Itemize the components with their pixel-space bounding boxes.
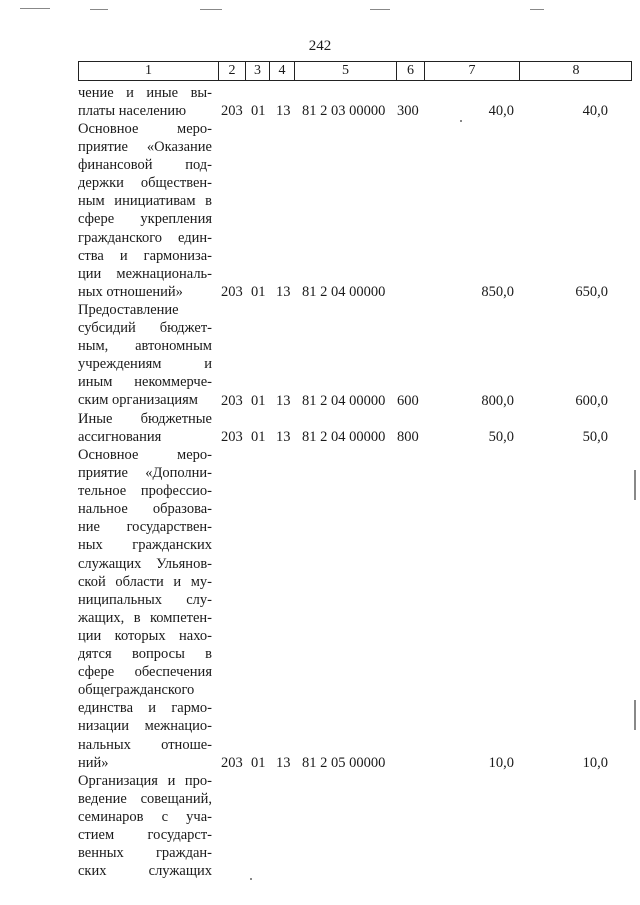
cell-col-5: 81 2 04 00000 <box>302 429 386 445</box>
header-col-6: 6 <box>407 63 414 78</box>
text-line: Организация и про- <box>78 773 212 789</box>
text-line: учреждениям и <box>78 356 212 373</box>
cell-col-2: 203 <box>221 393 243 409</box>
text-line: ведение совещаний, <box>78 791 212 808</box>
cell-col-8: 10,0 <box>582 755 608 771</box>
cell-col-7: 10,0 <box>488 755 514 771</box>
cell-col-8: 600,0 <box>575 393 608 409</box>
text-line: приятие «Дополни- <box>78 465 212 482</box>
cell-col-6: 300 <box>397 103 419 119</box>
scan-artifact <box>460 120 462 122</box>
cell-col-2: 203 <box>221 429 243 445</box>
text-line: жащих, в компетен- <box>78 609 212 626</box>
text-line: ассигнования <box>78 429 162 446</box>
row-description <box>78 84 212 120</box>
text-line: ских служащих <box>78 863 212 880</box>
header-col-7: 7 <box>468 63 476 78</box>
text-line: Предоставление <box>78 302 179 318</box>
cell-col-7: 850,0 <box>481 284 514 300</box>
text-line: венных граждан- <box>78 845 212 862</box>
scan-artifact <box>370 9 390 10</box>
cell-col-4: 13 <box>276 429 291 445</box>
text-line: иным некоммерче- <box>78 374 212 391</box>
row-description <box>78 446 212 772</box>
cell-col-4: 13 <box>276 284 291 300</box>
header-col-3: 3 <box>254 63 261 78</box>
cell-col-8: 650,0 <box>575 284 608 300</box>
cell-col-4: 13 <box>276 393 291 409</box>
cell-col-8: 50,0 <box>582 429 608 445</box>
cell-col-5: 81 2 04 00000 <box>302 284 386 300</box>
cell-col-3: 01 <box>251 393 266 409</box>
cell-col-4: 13 <box>276 755 291 771</box>
text-line: ской области и му- <box>78 573 212 590</box>
table-header-row <box>78 61 632 81</box>
cell-col-5: 81 2 05 00000 <box>302 755 386 771</box>
text-line: финансовой под- <box>78 157 212 174</box>
text-line: ным инициативам в <box>78 193 212 210</box>
text-line: Иные бюджетные <box>78 411 212 427</box>
scan-artifact <box>20 8 50 9</box>
text-line: семинаров с уча- <box>78 809 212 826</box>
text-line: ниципальных слу- <box>78 591 212 608</box>
text-line: нальных отноше- <box>78 736 212 753</box>
cell-col-3: 01 <box>251 429 266 445</box>
text-line: гражданского един- <box>78 229 212 246</box>
text-line: ных гражданских <box>78 537 212 554</box>
scan-artifact <box>634 470 636 500</box>
header-col-4: 4 <box>278 63 286 78</box>
text-line: платы населению <box>78 103 187 120</box>
text-line: ции которых нахо- <box>78 627 212 644</box>
cell-col-5: 81 2 03 00000 <box>302 103 386 119</box>
text-line: общегражданского <box>78 682 195 699</box>
cell-col-7: 40,0 <box>488 103 514 119</box>
header-col-5: 5 <box>342 63 349 78</box>
scan-artifact <box>530 9 544 10</box>
text-line: приятие «Оказание <box>78 139 212 156</box>
row-description <box>78 120 212 301</box>
cell-col-2: 203 <box>221 284 243 300</box>
cell-col-2: 203 <box>221 103 243 119</box>
row-description <box>78 301 212 410</box>
text-line: тельное профессио- <box>78 483 212 500</box>
page-number: 242 <box>308 38 332 54</box>
text-line: ским организациям <box>78 392 198 409</box>
text-line: сфере укрепления <box>78 211 212 228</box>
text-line: субсидий бюджет- <box>78 320 212 337</box>
text-line: стием государст- <box>78 827 212 844</box>
text-line: ции межнациональ- <box>78 265 212 282</box>
text-line: ние государствен- <box>78 519 212 536</box>
text-line: ным, автономным <box>78 338 212 355</box>
cell-col-7: 50,0 <box>488 429 514 445</box>
text-line: Основное меро- <box>78 121 212 137</box>
text-line: ства и гармониза- <box>78 247 212 264</box>
header-col-1: 1 <box>145 63 152 78</box>
cell-col-3: 01 <box>251 755 266 771</box>
cell-col-6: 800 <box>397 429 419 445</box>
text-line: нальное образова- <box>78 501 212 518</box>
text-line: сфере обеспечения <box>78 664 212 681</box>
text-line: держки обществен- <box>78 175 212 192</box>
text-line: чение и иные вы- <box>78 85 212 101</box>
cell-col-3: 01 <box>251 103 266 119</box>
text-line: Основное меро- <box>78 447 212 463</box>
header-col-2: 2 <box>228 63 236 78</box>
text-line: дятся вопросы в <box>78 646 212 663</box>
scan-artifact <box>250 878 252 880</box>
cell-col-6: 600 <box>397 393 419 409</box>
cell-col-3: 01 <box>251 284 266 300</box>
text-line: ний» <box>78 754 109 771</box>
text-line: низации межнацио- <box>78 718 212 735</box>
header-col-8: 8 <box>572 63 580 78</box>
text-line: единства и гармо- <box>78 700 212 717</box>
cell-col-8: 40,0 <box>582 103 608 119</box>
cell-col-5: 81 2 04 00000 <box>302 393 386 409</box>
cell-col-4: 13 <box>276 103 291 119</box>
scan-artifact <box>634 700 636 730</box>
text-line: служащих Ульянов- <box>78 555 212 572</box>
cell-col-2: 203 <box>221 755 243 771</box>
row-description <box>78 772 212 881</box>
text-line: ных отношений» <box>78 283 183 300</box>
scan-artifact <box>200 9 222 10</box>
row-description <box>78 410 212 446</box>
cell-col-7: 800,0 <box>481 393 514 409</box>
scan-artifact <box>90 9 108 10</box>
